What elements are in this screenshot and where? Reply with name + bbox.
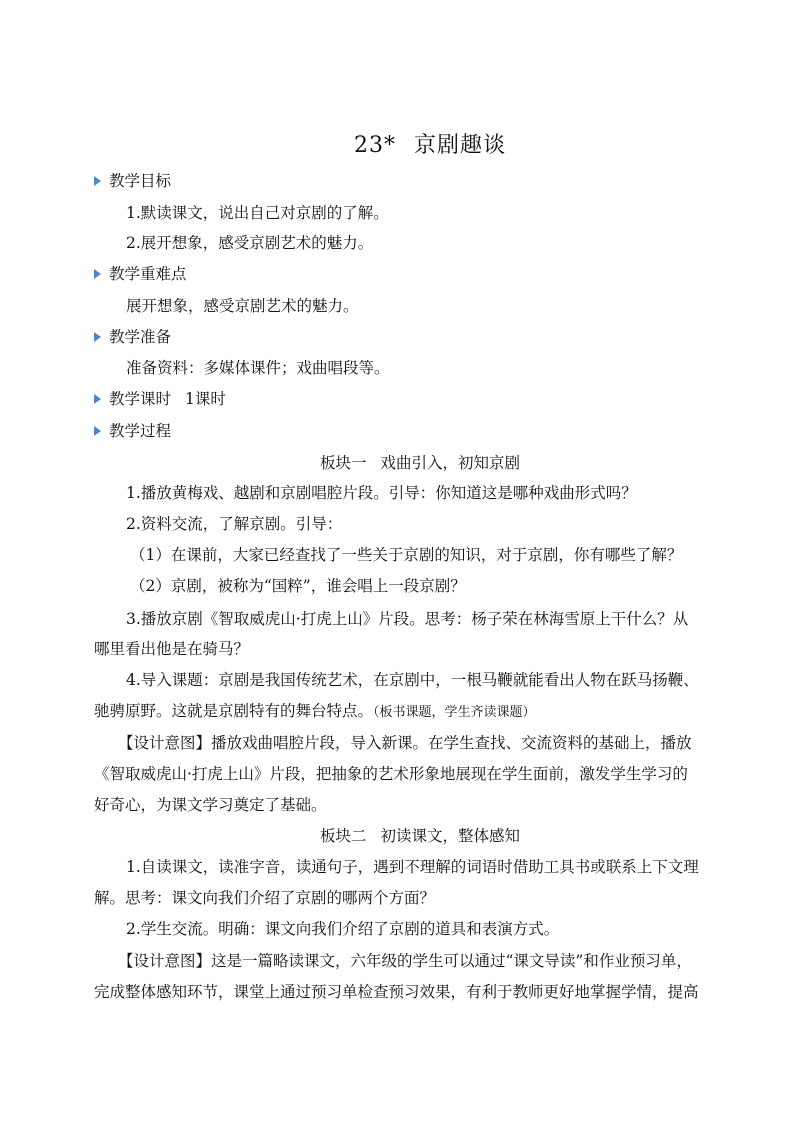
paragraph: 1.播放黄梅戏、越剧和京剧唱腔片段。引导：你知道这是哪种戏曲形式吗？ [126,484,637,502]
block2-heading: 板块二 初读课文，整体感知 [319,827,521,845]
paragraph: 哪里看出他是在骑马？ [94,640,250,658]
paragraph: 3.播放京剧《智取威虎山·打虎上山》片段。思考：杨子荣在林海雪原上干什么？从 [126,610,689,628]
paragraph: 1.自读课文，读准字音，读通句子，遇到不理解的词语时借助工具书或联系上下文理 [126,858,699,876]
paragraph: 4.导入课题：京剧是我国传统艺术，在京剧中，一根马鞭就能看出人物在跃马扬鞭、 [126,671,699,689]
paragraph: 2.资料交流，了解京剧。引导： [126,515,343,533]
board-note: （板书课题，学生齐读课题） [373,705,536,720]
paragraph: （1）在课前，大家已经查找了一些关于京剧的知识，对于京剧，你有哪些了解？ [130,546,683,564]
page-title [0,128,794,159]
prep-item: 准备资料：多媒体课件；戏曲唱段等。 [126,359,390,377]
triangle-bullet-icon [94,269,101,279]
design-note: 完成整体感知环节，课堂上通过预习单检查预习效果，有利于教师更好地掌握学情，提高 [94,983,699,1001]
section-heading-key: 教学重难点 [94,264,187,284]
section-heading-process: 教学过程 [94,421,171,441]
section-heading-goals: 教学目标 [94,171,171,191]
lesson-number: 23* [353,133,396,158]
block1-heading: 板块一 戏曲引入，初知京剧 [319,454,521,472]
hours-value: 1课时 [185,390,226,408]
triangle-bullet-icon [94,332,101,342]
design-note: 【设计意图】播放戏曲唱腔片段，导入新课。在学生查找、交流资料的基础上，播放 [118,734,692,752]
design-note: 【设计意图】这是一篇略读课文，六年级的学生可以通过“课文导读”和作业预习单， [118,952,692,970]
triangle-bullet-icon [94,426,101,436]
section-heading-prep: 教学准备 [94,327,171,347]
key-item: 展开想象，感受京剧艺术的魅力。 [126,297,359,315]
paragraph: 解。思考：课文向我们介绍了京剧的哪两个方面？ [94,889,436,907]
goal-item: 2.展开想象，感受京剧艺术的魅力。 [126,234,374,252]
triangle-bullet-icon [94,394,101,404]
section-heading-hours: 教学课时 1课时 [94,389,226,409]
paragraph: 2.学生交流。明确：课文向我们介绍了京剧的道具和表演方式。 [126,920,560,938]
goal-item: 1.默读课文，说出自己对京剧的了解。 [126,204,389,222]
paragraph: 驰骋原野。这就是京剧特有的舞台特点。（板书课题，学生齐读课题） [94,702,536,720]
triangle-bullet-icon [94,176,101,186]
design-note: 好奇心，为课文学习奠定了基础。 [94,796,327,814]
paragraph: （2）京剧，被称为“国粹”，谁会唱上一段京剧？ [130,577,466,595]
design-note: 《智取威虎山·打虎上山》片段，把抽象的艺术形象地展现在学生面前，激发学生学习的 [94,765,688,783]
lesson-title: 京剧趣谈 [413,133,506,158]
